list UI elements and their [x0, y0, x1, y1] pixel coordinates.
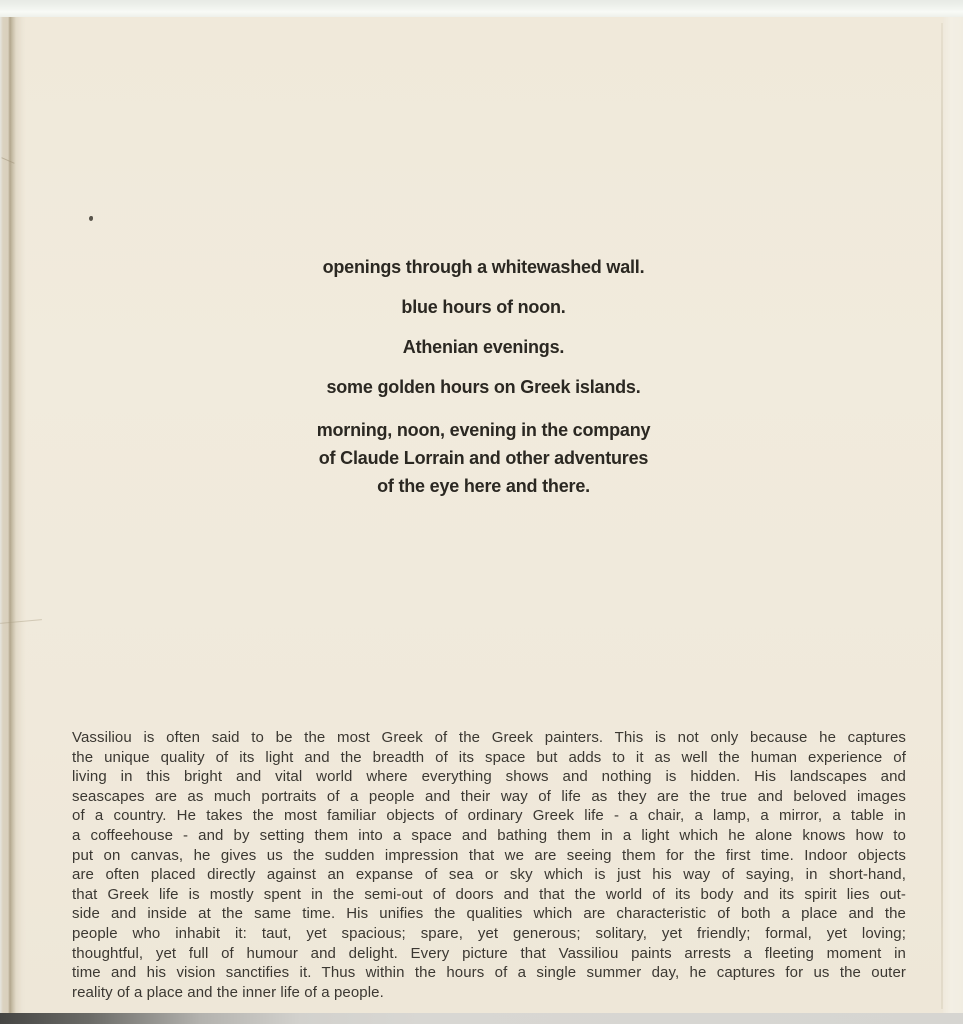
poem-stanza [2, 416, 963, 500]
essay-line: are often placed directly against an expanse of sea or sky which is just his way of saying, in short-hand, [72, 866, 906, 884]
essay-line: thoughtful, yet full of humour and delight. Every picture that Vassiliou paints arrests a fleeting moment in [72, 944, 906, 962]
essay-paragraph [72, 728, 906, 1002]
poem-stanza [2, 336, 963, 358]
poem-line: of Claude Lorrain and other adventures [318, 448, 649, 468]
essay-line: Vassiliou is often said to be the most Greek of the Greek painters. This is not only because he captures [72, 729, 906, 746]
essay-line: side and inside at the same time. His unifies the qualities which are characteristic of both a place and the [72, 905, 906, 923]
essay-line: a coffeehouse - and by setting them into a space and bathing them in a light which he alone knows how to [72, 826, 906, 844]
essay-line: time and his vision sanctifies it. Thus within the hours of a single summer day, he captures for us the outer [72, 964, 906, 982]
poem-line: blue hours of noon. [401, 297, 566, 317]
essay-line: of a country. He takes the most familiar objects of ordinary Greek life - a chair, a lamp, a mirror, a table in [72, 807, 906, 825]
poem-stanza [2, 296, 963, 318]
essay-line: put on canvas, he gives us the sudden impression that we are seeing them for the first time. Indoor objects [72, 846, 906, 864]
poem-stanza [2, 256, 963, 278]
essay-line: seascapes are as much portraits of a people and their way of life as they are the true and beloved images [72, 787, 906, 805]
poem-block [2, 256, 963, 518]
essay-line: that Greek life is mostly spent in the semi-out of doors and that the world of its body and its spirit lies out- [72, 885, 906, 903]
essay-line: people who inhabit it: taut, yet spacious; spare, yet generous; solitary, yet friendly; formal, yet loving; [72, 924, 906, 942]
poem-line: Athenian evenings. [402, 337, 565, 357]
scanner-bottom-strip [0, 1013, 963, 1024]
essay-line: reality of a place and the inner life of a people. [72, 983, 384, 1001]
poem-stanza [2, 376, 963, 398]
poem-line: openings through a whitewashed wall. [322, 257, 645, 277]
poem-line: morning, noon, evening in the company [316, 420, 651, 440]
ink-speck [89, 216, 93, 221]
essay-line: the unique quality of its light and the breadth of its space but adds to it as well the human experience of [72, 748, 906, 766]
poem-line: of the eye here and there. [377, 476, 590, 496]
essay-line: living in this bright and vital world where everything shows and nothing is hidden. His landscapes and [72, 768, 906, 786]
scanner-top-strip [0, 0, 963, 17]
poem-line: some golden hours on Greek islands. [326, 377, 641, 397]
catalogue-page [0, 17, 963, 1013]
